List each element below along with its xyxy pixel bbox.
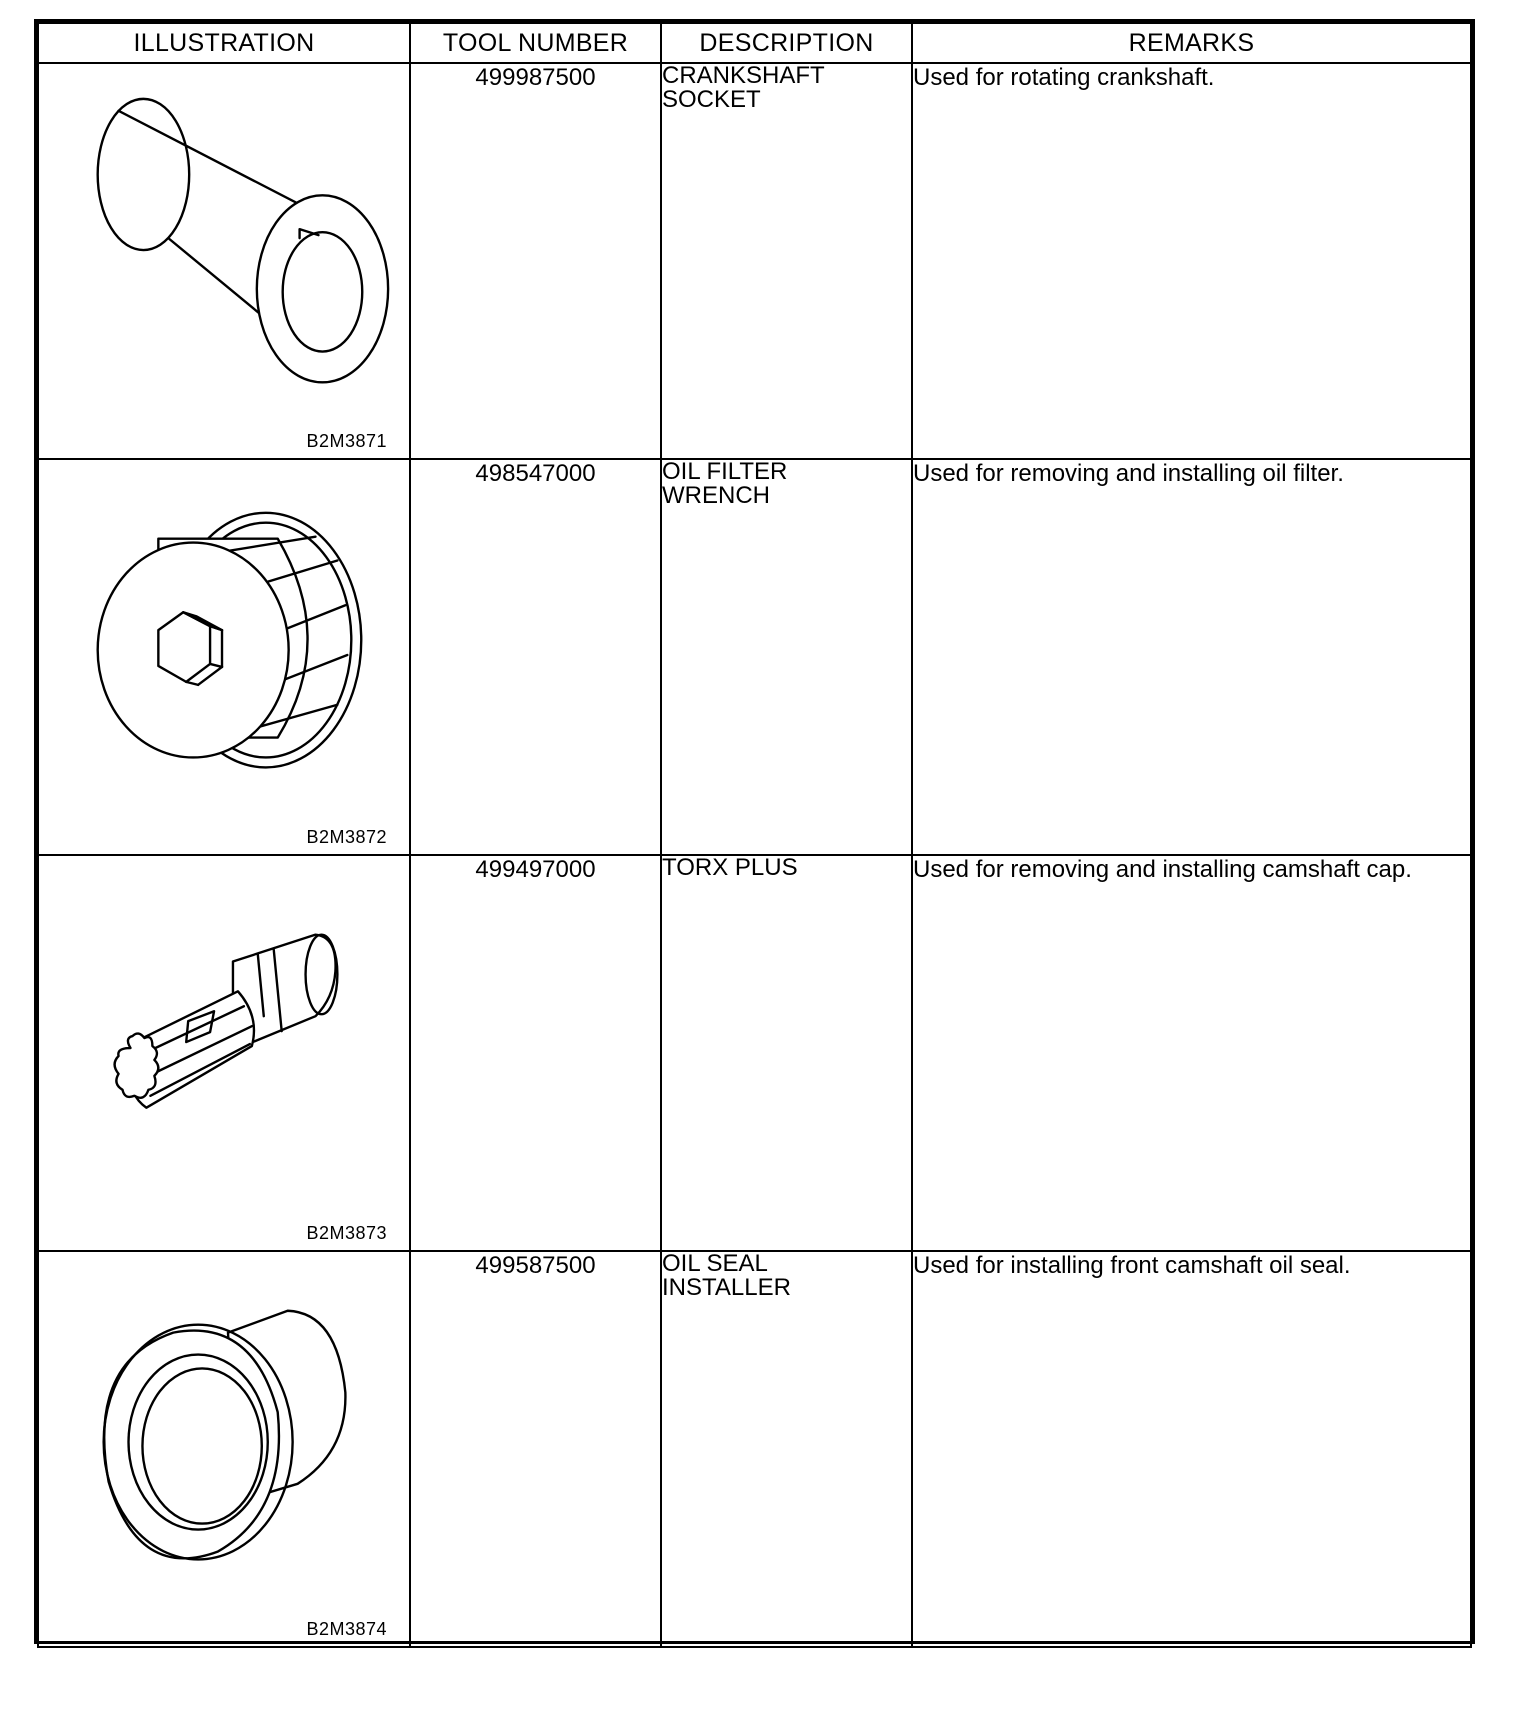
description-line: SOCKET (662, 86, 761, 113)
special-tools-table (37, 22, 1472, 1648)
description-line: OIL SEAL (662, 1250, 768, 1277)
header-remarks: REMARKS (912, 23, 1471, 63)
tool-remarks: Used for removing and installing oil filter. (912, 459, 1471, 855)
tool-number: 499987500 (410, 63, 661, 459)
figure-code: B2M3871 (306, 431, 387, 451)
tool-number: 498547000 (410, 459, 661, 855)
oil-filter-wrench-icon (39, 460, 409, 854)
description-line: CRANKSHAFT (662, 62, 825, 89)
tool-remarks: Used for installing front camshaft oil seal. (912, 1251, 1471, 1647)
oil-seal-installer-icon (39, 1252, 409, 1646)
tool-remarks: Used for removing and installing camshaft cap. (912, 855, 1471, 1251)
torx-plus-icon (39, 856, 409, 1250)
description-line: INSTALLER (662, 1274, 791, 1301)
crankshaft-socket-icon (39, 64, 409, 458)
header-tool-number: TOOL NUMBER (410, 23, 661, 63)
table-row (38, 855, 1471, 1251)
description-line: WRENCH (662, 482, 770, 509)
table-row (38, 63, 1471, 459)
table-row (38, 1251, 1471, 1647)
header-description: DESCRIPTION (661, 23, 912, 63)
tool-description (661, 1251, 912, 1647)
table-row (38, 459, 1471, 855)
table-header-row (38, 23, 1471, 63)
description-line: TORX PLUS (662, 854, 798, 881)
tool-description (661, 855, 912, 1251)
tool-number: 499587500 (410, 1251, 661, 1647)
tool-description (661, 459, 912, 855)
tool-description (661, 63, 912, 459)
tool-number: 499497000 (410, 855, 661, 1251)
figure-code: B2M3874 (306, 1619, 387, 1639)
special-tools-sheet (34, 19, 1475, 1644)
illustration-cell (38, 855, 410, 1251)
tool-remarks: Used for rotating crankshaft. (912, 63, 1471, 459)
illustration-cell (38, 63, 410, 459)
figure-code: B2M3873 (306, 1223, 387, 1243)
description-line: OIL FILTER (662, 458, 788, 485)
illustration-cell (38, 459, 410, 855)
illustration-cell (38, 1251, 410, 1647)
header-illustration: ILLUSTRATION (38, 23, 410, 63)
figure-code: B2M3872 (306, 827, 387, 847)
